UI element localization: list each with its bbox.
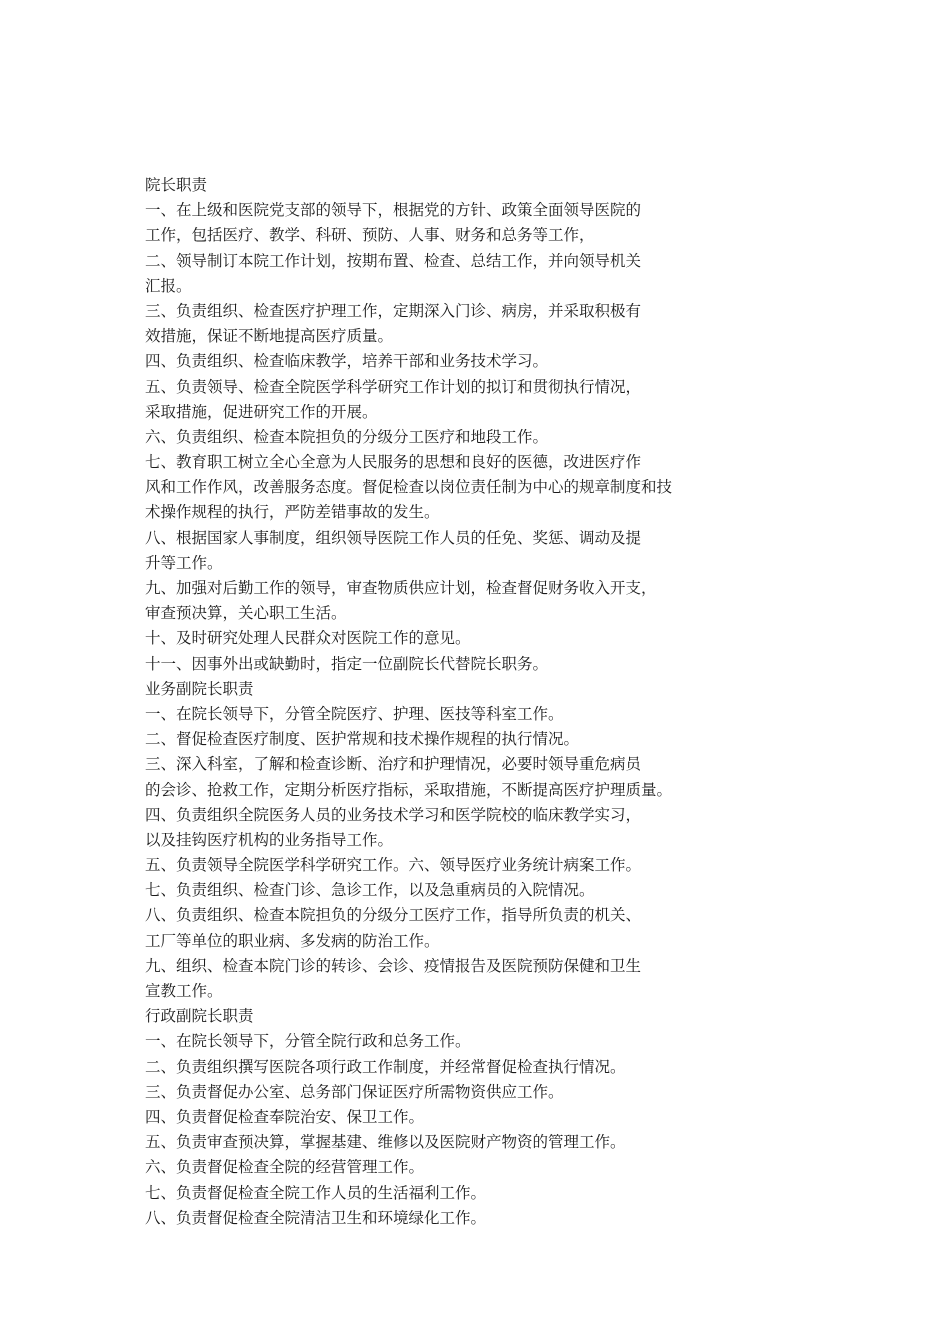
text-line: 工厂等单位的职业病、多发病的防治工作。 bbox=[145, 931, 440, 950]
text-line: 八、根据国家人事制度，组织领导医院工作人员的任免、奖惩、调动及提 bbox=[145, 528, 642, 547]
text-line: 工作，包括医疗、教学、科研、预防、人事、财务和总务等工作， bbox=[145, 226, 595, 245]
text-line: 三、负责督促办公室、总务部门保证医疗所需物资供应工作。 bbox=[145, 1082, 564, 1101]
section-heading: 业务副院长职责 bbox=[145, 679, 254, 698]
text-line: 五、负责审查预决算，掌握基建、维修以及医院财产物资的管理工作。 bbox=[145, 1133, 626, 1152]
text-line: 三、负责组织、检查医疗护理工作，定期深入门诊、病房，并采取积极有 bbox=[145, 301, 642, 320]
text-line: 二、负责组织撰写医院各项行政工作制度，并经常督促检查执行情况。 bbox=[145, 1057, 626, 1076]
text-line: 十一、因事外出或缺勤时，指定一位副院长代替院长职务。 bbox=[145, 654, 549, 673]
document-body bbox=[145, 173, 825, 1231]
text-line: 四、负责督促检查奉院治安、保卫工作。 bbox=[145, 1107, 425, 1126]
section-heading: 院长职责 bbox=[145, 176, 208, 194]
text-line: 六、负责组织、检查本院担负的分级分工医疗和地段工作。 bbox=[145, 427, 549, 446]
text-line: 汇报。 bbox=[145, 276, 192, 295]
text-line: 四、负责组织、检查临床教学，培养干部和业务技术学习。 bbox=[145, 352, 549, 371]
text-line: 八、负责组织、检查本院担负的分级分工医疗工作，指导所负责的机关、 bbox=[145, 906, 642, 925]
text-line: 术操作规程的执行，严防差错事故的发生。 bbox=[145, 503, 440, 522]
section-heading: 行政副院长职责 bbox=[145, 1007, 254, 1026]
text-line: 一、在院长领导下，分管全院行政和总务工作。 bbox=[145, 1032, 471, 1051]
text-line: 六、负责督促检查全院的经营管理工作。 bbox=[145, 1158, 425, 1177]
text-line: 二、领导制订本院工作计划，按期布置、检查、总结工作，并向领导机关 bbox=[145, 251, 642, 270]
text-line: 一、在上级和医院党支部的领导下，根据党的方针、政策全面领导医院的 bbox=[145, 201, 642, 220]
text-line: 九、加强对后勤工作的领导，审查物质供应计划，检查督促财务收入开支， bbox=[145, 579, 657, 597]
text-line: 八、负责督促检查全院清洁卫生和环境绿化工作。 bbox=[145, 1208, 487, 1227]
text-line: 审查预决算，关心职工生活。 bbox=[145, 604, 347, 623]
text-line: 十、及时研究处理人民群众对医院工作的意见。 bbox=[145, 629, 471, 648]
text-line: 二、督促检查医疗制度、医护常规和技术操作规程的执行情况。 bbox=[145, 730, 580, 749]
text-line: 五、负责领导全院医学科学研究工作。六、领导医疗业务统计病案工作。 bbox=[145, 856, 642, 875]
text-line: 宣教工作。 bbox=[145, 982, 223, 1000]
text-line: 七、负责督促检查全院工作人员的生活福利工作。 bbox=[145, 1183, 487, 1202]
text-line: 七、负责组织、检查门诊、急诊工作，以及急重病员的入院情况。 bbox=[145, 881, 595, 900]
text-line: 以及挂钩医疗机构的业务指导工作。 bbox=[145, 830, 394, 849]
text-line: 风和工作作风，改善服务态度。督促检查以岗位责任制为中心的规章制度和技 bbox=[145, 478, 673, 497]
text-line: 升等工作。 bbox=[145, 553, 223, 572]
text-line: 采取措施，促进研究工作的开展。 bbox=[145, 402, 378, 421]
text-line: 效措施，保证不断地提高医疗质量。 bbox=[145, 327, 394, 346]
text-line: 三、深入科室，了解和检查诊断、治疗和护理情况，必要时领导重危病员 bbox=[145, 755, 642, 774]
text-line: 一、在院长领导下，分管全院医疗、护理、医技等科室工作。 bbox=[145, 704, 564, 723]
text-line: 九、组织、检查本院门诊的转诊、会诊、疫情报告及医院预防保健和卫生 bbox=[145, 956, 642, 975]
text-line: 四、负责组织全院医务人员的业务技术学习和医学院校的临床教学实习， bbox=[145, 805, 642, 824]
text-line: 五、负责领导、检查全院医学科学研究工作计划的拟订和贯彻执行情况， bbox=[145, 377, 642, 396]
text-line: 七、教育职工树立全心全意为人民服务的思想和良好的医德，改进医疗作 bbox=[145, 453, 642, 472]
text-line: 的会诊、抢救工作，定期分析医疗指标，采取措施，不断提高医疗护理质量。 bbox=[145, 780, 673, 799]
